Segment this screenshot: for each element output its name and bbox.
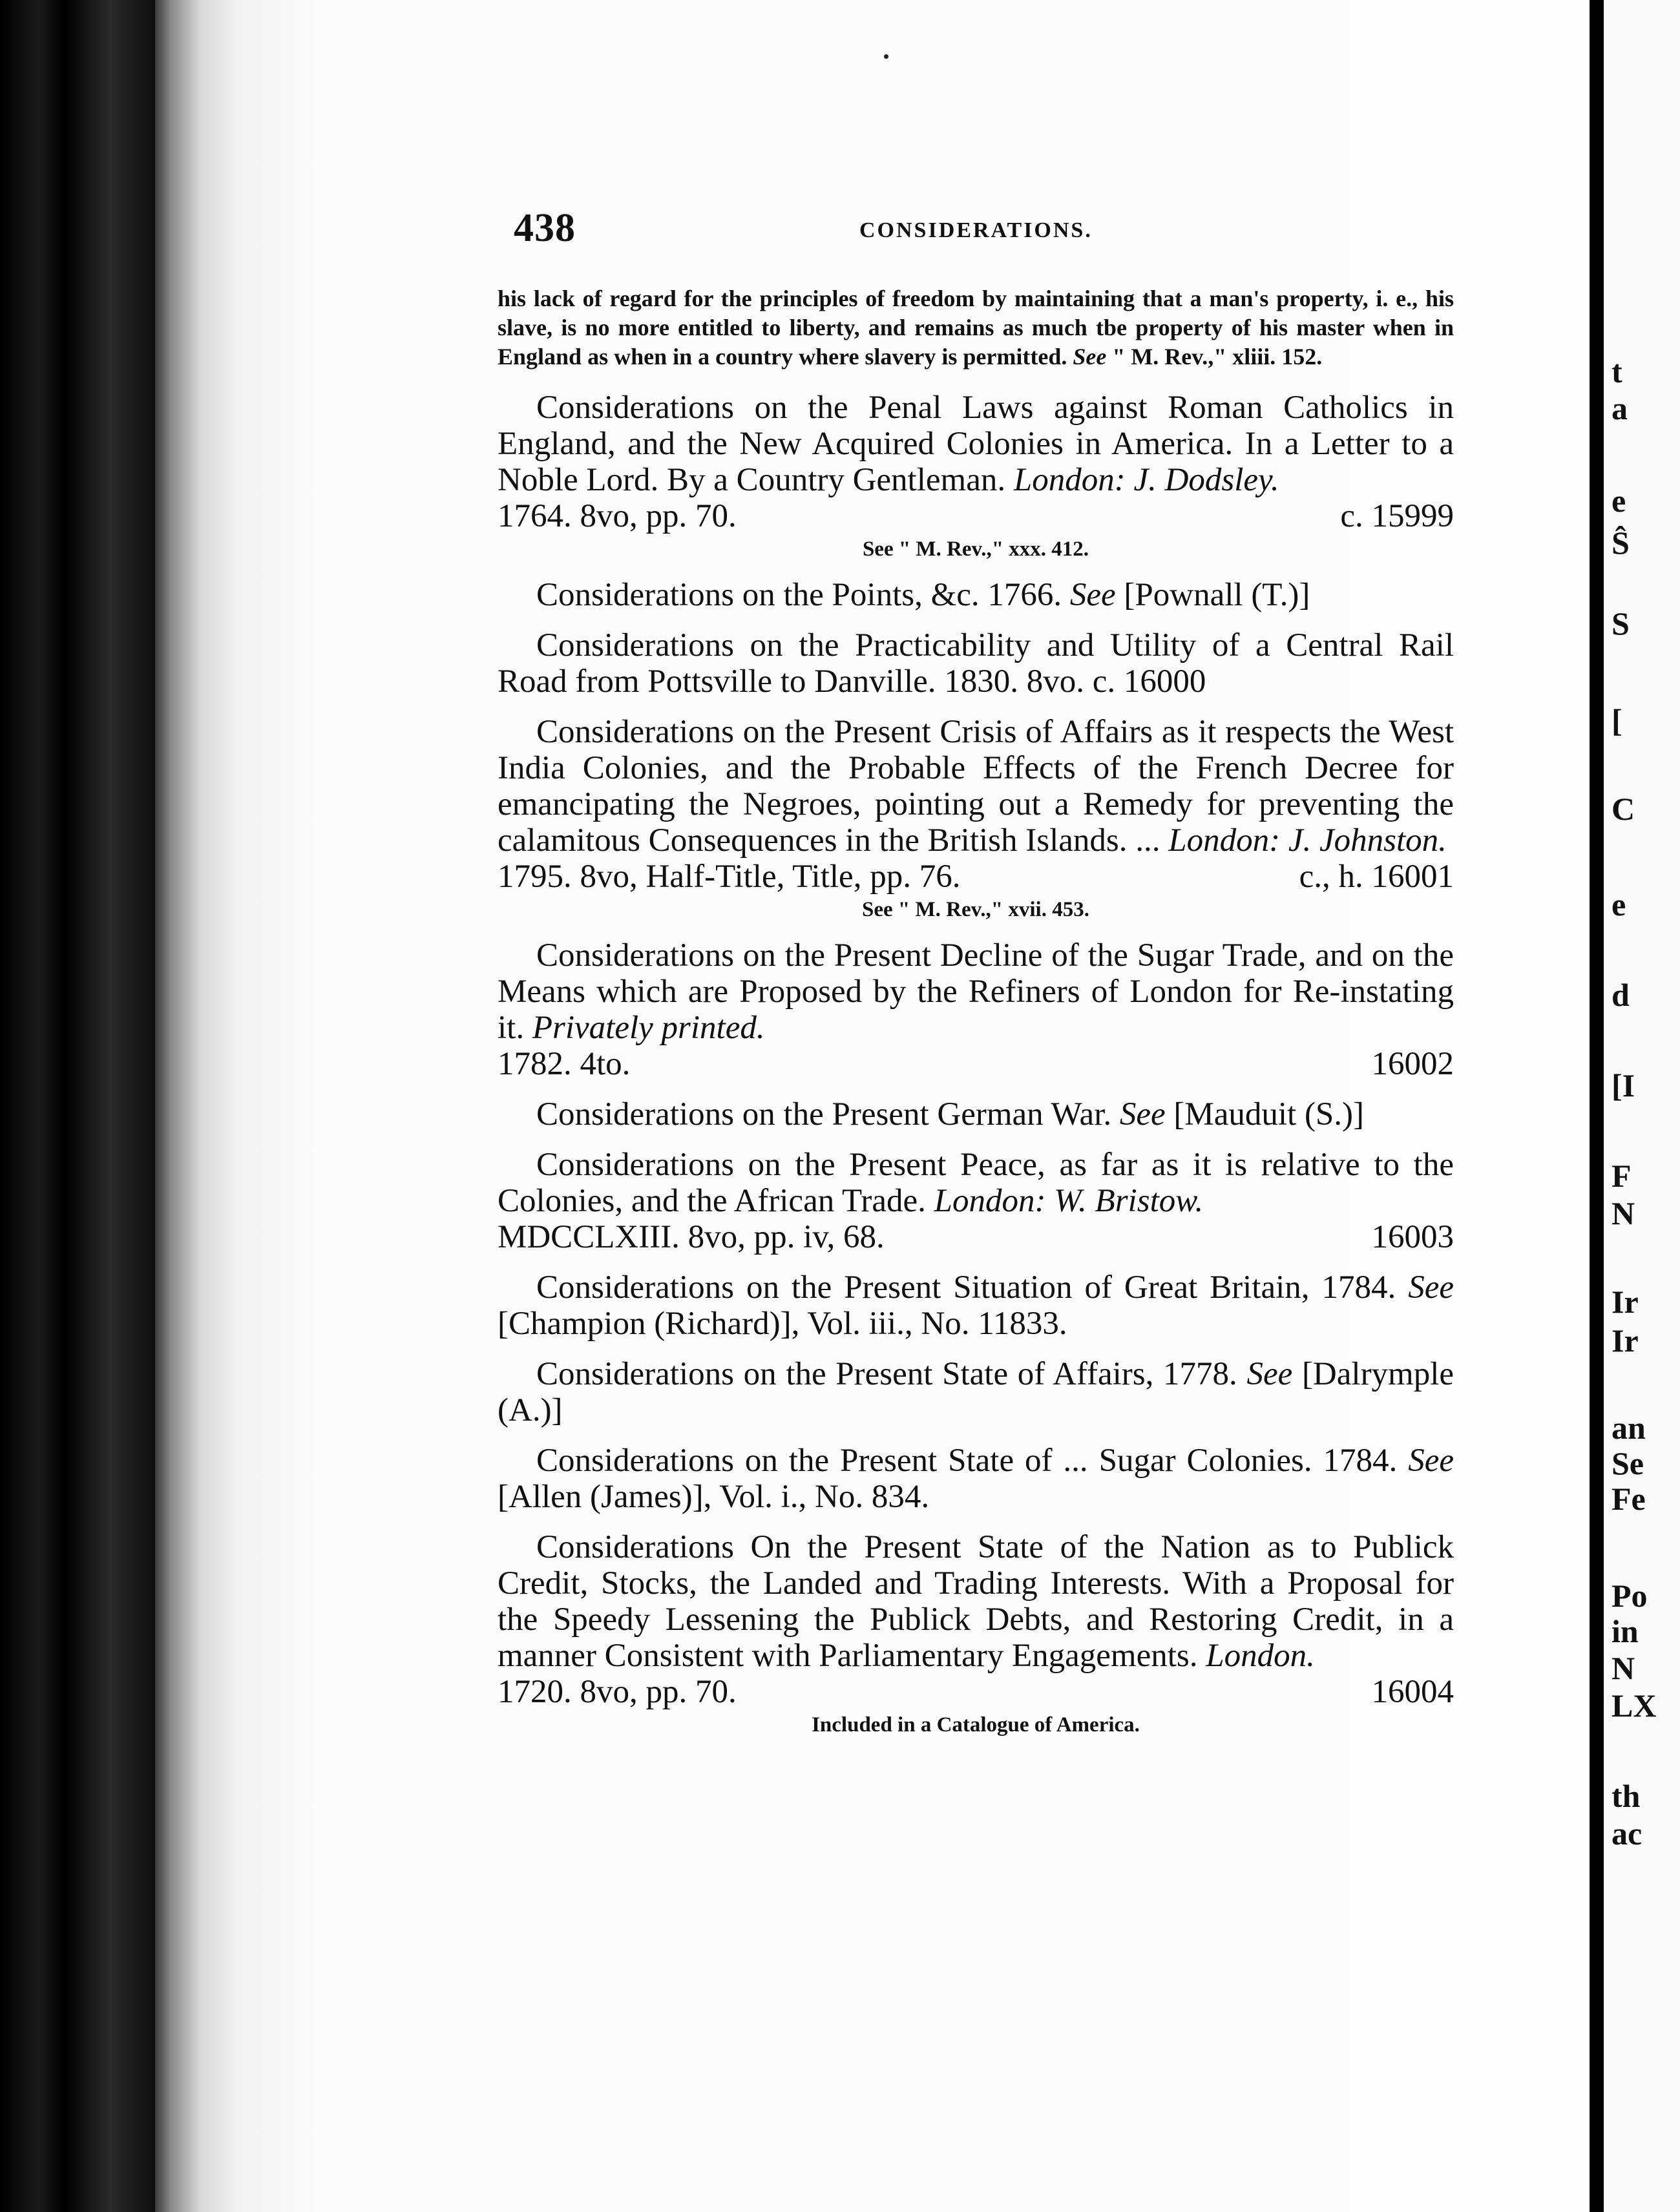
adjacent-page-fragment: C: [1612, 791, 1635, 827]
bibliography-entry: [498, 1529, 1454, 1738]
entry-text: [498, 1529, 1454, 1674]
entry-footer: [498, 859, 1454, 895]
page-header: [514, 205, 1444, 257]
adjacent-page-fragment: e: [1612, 483, 1626, 519]
adjacent-page-fragment: F: [1612, 1158, 1632, 1194]
bibliography-entry: [498, 1269, 1454, 1342]
adjacent-page-fragment: Se: [1612, 1445, 1644, 1481]
adjacent-page-fragment: Ir: [1612, 1284, 1639, 1320]
entry-footer: [498, 1219, 1454, 1255]
entry-text: [498, 390, 1454, 498]
cross-reference: [Dalrymple (A.)]: [498, 1356, 1454, 1428]
bibliography-entry: [498, 577, 1454, 613]
entry-text: [498, 1147, 1454, 1219]
adjacent-page-fragment: Ŝ: [1612, 525, 1630, 561]
see-reference-label: See: [1073, 344, 1107, 370]
entry-number: 16003: [1371, 1219, 1454, 1255]
entry-text: [498, 1443, 1454, 1515]
adjacent-page-fragment: N: [1612, 1650, 1635, 1686]
scan-left-edge: [0, 0, 162, 2212]
continuation-note: [498, 284, 1454, 371]
entry-text: [498, 577, 1454, 613]
see-reference-label: See: [1408, 1443, 1454, 1479]
entry-imprint: London: W. Bristow.: [934, 1183, 1204, 1219]
entry-number: c. 16000: [1092, 663, 1206, 700]
entry-reference: See " M. Rev.," xxx. 412.: [862, 537, 1089, 561]
entry-format: 1764. 8vo, pp. 70.: [498, 498, 737, 534]
adjacent-page-fragment: t: [1612, 353, 1622, 390]
entry-title: Considerations on the Present State of Affairs, 1778.: [536, 1356, 1237, 1392]
page-body: [498, 284, 1454, 1753]
entry-number: c., h. 16001: [1299, 859, 1454, 895]
see-reference-label: See: [1408, 1269, 1454, 1306]
entry-title: Considerations on the Present German War.: [536, 1096, 1112, 1132]
entry-text: [498, 937, 1454, 1046]
entry-imprint: Privately printed.: [532, 1010, 765, 1046]
entry-format: 1720. 8vo, pp. 70.: [498, 1674, 737, 1710]
entry-text: [498, 1269, 1454, 1342]
entry-footer: [498, 1674, 1454, 1710]
adjacent-page-fragment: in: [1612, 1613, 1639, 1649]
cross-reference: [Champion (Richard)], Vol. iii., No. 11833.: [498, 1306, 1067, 1342]
entry-imprint: London.: [1206, 1638, 1315, 1674]
entry-imprint: London: J. Johnston.: [1168, 822, 1447, 859]
entry-reference: Included in a Catalogue of America.: [812, 1713, 1140, 1737]
adjacent-page-fragment: [: [1612, 702, 1622, 738]
adjacent-page-fragment: Ir: [1612, 1322, 1639, 1359]
entry-text: [498, 1356, 1454, 1428]
page-number: 438: [514, 206, 576, 250]
entry-title: Considerations On the Present State of the Nation as to Publick Credit, Stocks, the Landed and Trading Interests. With a Proposal for the Speedy Lessening the Publick Debts, and Restoring Credit, in a manner Consistent with Parliamentary Engagements.: [498, 1529, 1454, 1674]
bibliography-entry: [498, 390, 1454, 563]
adjacent-page-fragment: a: [1612, 390, 1628, 426]
entry-format: MDCCLXIII. 8vo, pp. iv, 68.: [498, 1219, 885, 1255]
bibliography-entry: [498, 627, 1454, 700]
adjacent-page-fragment: d: [1612, 977, 1630, 1013]
entry-text: [498, 627, 1454, 700]
entry-title: Considerations on the Present State of ... Sugar Colonies. 1784.: [536, 1443, 1398, 1479]
entry-title: Considerations on the Present Crisis of Affairs as it respects the West India Colonies, and the Probable Effects of the French Decree for emancipating the Negroes, pointing out a Remedy for preventing the calamitous Consequences in the British Islands. ...: [498, 714, 1454, 859]
adjacent-page-fragment: S: [1612, 605, 1630, 642]
entry-title: Considerations on the Practicability and Utility of a Central Rail Road from Pottsville to Danville. 1830. 8vo.: [498, 627, 1454, 700]
running-title: CONSIDERATIONS.: [859, 218, 1093, 242]
page-fold: [1590, 0, 1604, 2212]
bibliography-entry: [498, 1356, 1454, 1428]
entry-title: Considerations on the Penal Laws against Roman Catholics in England, and the New Acquired Colonies in America. In a Letter to a Noble Lord. By a Country Gentleman.: [498, 390, 1454, 498]
adjacent-page-fragment: Fe: [1612, 1481, 1646, 1517]
adjacent-page-fragment: ac: [1612, 1815, 1643, 1852]
adjacent-page-edge: [1604, 0, 1680, 2212]
entry-reference: See " M. Rev.," xvii. 453.: [862, 898, 1089, 921]
entry-footer: [498, 498, 1454, 534]
entry-title: Considerations on the Points, &c. 1766.: [536, 577, 1062, 613]
adjacent-page-fragment: an: [1612, 1410, 1646, 1446]
bibliography-entry: [498, 1096, 1454, 1132]
adjacent-page-fragment: N: [1612, 1195, 1635, 1231]
entry-format: 1782. 4to.: [498, 1046, 631, 1082]
entry-title: Considerations on the Present Situation of Great Britain, 1784.: [536, 1269, 1396, 1306]
entry-title: Considerations on the Present Decline of the Sugar Trade, and on the Means which are Proposed by the Refiners of London for Re-instating it.: [498, 937, 1454, 1046]
see-reference-label: See: [1069, 577, 1116, 613]
ink-speck: [884, 54, 888, 59]
entry-number: 16002: [1371, 1046, 1454, 1082]
continuation-text: his lack of regard for the principles of freedom by maintaining that a man's property, i. e., his slave, is no more entitled to liberty, and remains as much tbe property of his master when in England as when in a country where slavery is permitted.: [498, 286, 1454, 370]
entry-footer: [498, 1046, 1454, 1082]
entry-number: c. 15999: [1340, 498, 1454, 534]
cross-reference: [Allen (James)], Vol. i., No. 834.: [498, 1479, 930, 1515]
adjacent-page-fragment: th: [1612, 1778, 1641, 1814]
adjacent-page-fragment: Po: [1612, 1578, 1648, 1614]
review-reference: " M. Rev.," xliii. 152.: [1112, 344, 1323, 370]
see-reference-label: See: [1246, 1356, 1293, 1392]
adjacent-page-fragment: e: [1612, 886, 1626, 923]
entry-title: Considerations on the Present Peace, as far as it is relative to the Colonies, and the African Trade.: [498, 1147, 1454, 1219]
entry-format: 1795. 8vo, Half-Title, Title, pp. 76.: [498, 859, 961, 895]
cross-reference: [Pownall (T.)]: [1124, 577, 1310, 613]
cross-reference: [Mauduit (S.)]: [1173, 1096, 1365, 1132]
entry-number: 16004: [1371, 1674, 1454, 1710]
entry-imprint: London: J. Dodsley.: [1013, 462, 1279, 498]
adjacent-page-fragment: [I: [1612, 1067, 1635, 1103]
bibliography-entry: [498, 1443, 1454, 1515]
bibliography-entry: [498, 1147, 1454, 1255]
bibliography-entry: [498, 937, 1454, 1082]
entry-text: [498, 714, 1454, 859]
see-reference-label: See: [1119, 1096, 1166, 1132]
bibliography-entry: [498, 714, 1454, 923]
adjacent-page-fragment: LX: [1612, 1687, 1657, 1724]
entry-text: [498, 1096, 1454, 1132]
